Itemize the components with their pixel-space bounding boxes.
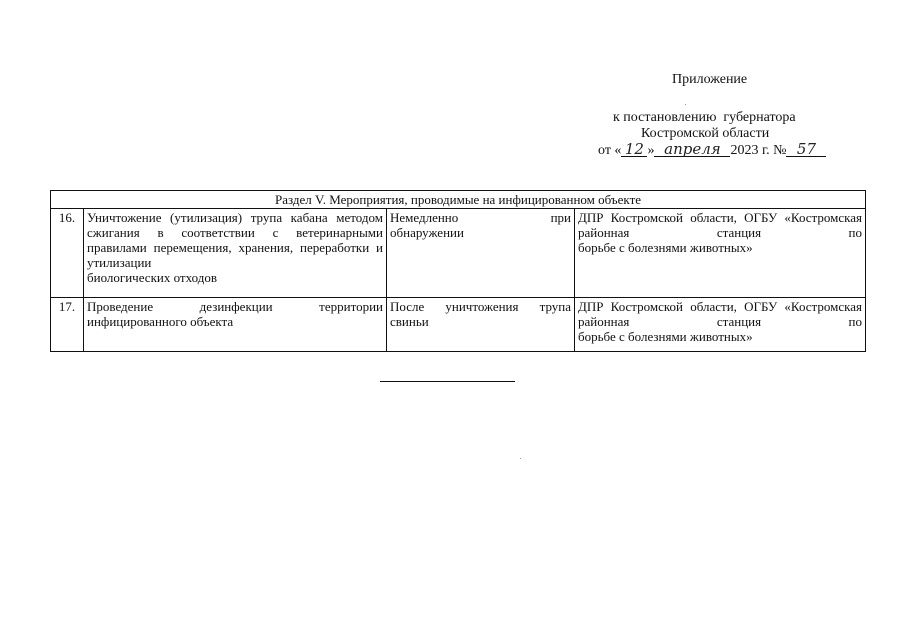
date-month-handwritten: апреля	[654, 142, 730, 157]
responsible-text: ДПР Костромской области, ОГБУ «Костромская районная станция по	[578, 299, 862, 329]
date-prefix: от «	[598, 143, 622, 158]
action-text: Уничтожение (утилизация) трупа кабана методом сжигания в соответствии с ветеринарными правилами перемещения, хранения, переработки и утилизации	[87, 210, 383, 270]
action-cell	[84, 209, 387, 298]
appendix-title: Приложение	[672, 72, 748, 87]
responsible-text: ДПР Костромской области, ОГБУ «Костромская районная станция по	[578, 210, 862, 240]
table-row	[51, 209, 866, 298]
timing-text-last: свиньи	[390, 314, 429, 329]
table-row	[51, 298, 866, 352]
responsible-text-last: борьбе с болезнями животных»	[578, 240, 753, 255]
responsible-cell	[575, 209, 866, 298]
scan-speck	[520, 458, 521, 459]
date-year: 2023 г. №	[730, 143, 787, 158]
resolution-line: к постановлению губернатора	[613, 110, 796, 125]
timing-text: Немедленно при	[390, 210, 571, 225]
end-separator-line	[380, 381, 515, 382]
date-mid: »	[647, 143, 655, 158]
action-cell	[84, 298, 387, 352]
region-line: Костромской области	[641, 126, 770, 141]
timing-text-last: обнаружении	[390, 225, 464, 240]
timing-text: После уничтожения трупа	[390, 299, 571, 314]
date-line	[598, 142, 826, 159]
timing-cell	[387, 298, 575, 352]
doc-number-handwritten: 57	[786, 142, 826, 157]
section-title: Раздел V. Мероприятия, проводимые на инфицированном объекте	[51, 191, 866, 209]
measures-table	[50, 190, 866, 352]
row-number: 16.	[51, 209, 84, 298]
date-day-handwritten: 12	[621, 142, 647, 157]
action-text-last: инфицированного объекта	[87, 314, 234, 329]
responsible-text-last: борьбе с болезнями животных»	[578, 329, 753, 344]
row-number: 17.	[51, 298, 84, 352]
action-text-last: биологических отходов	[87, 270, 217, 285]
section-row	[51, 191, 866, 209]
timing-cell	[387, 209, 575, 298]
action-text: Проведение дезинфекции территории	[87, 299, 383, 314]
scan-speck	[685, 104, 686, 105]
responsible-cell	[575, 298, 866, 352]
